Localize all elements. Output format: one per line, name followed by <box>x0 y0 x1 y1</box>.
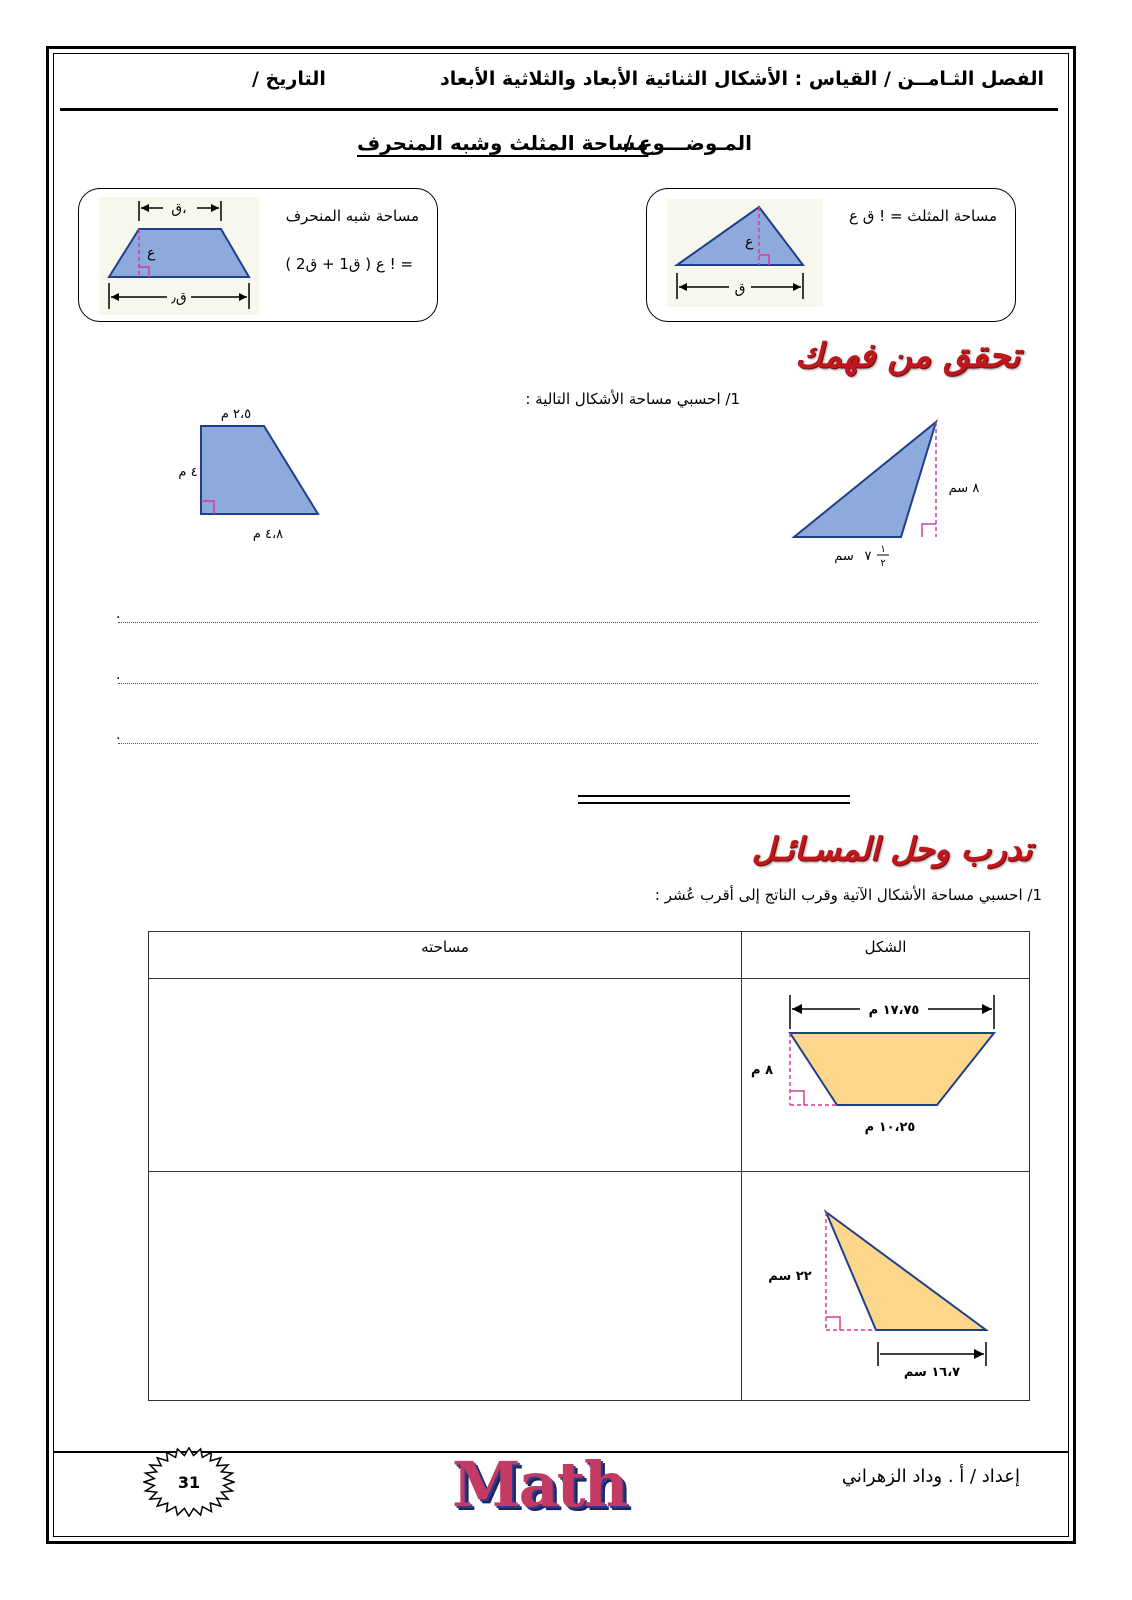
chapter-title: الفصل الثـامــن / القياس : الأشكال الثنائية الأبعاد والثلاثية الأبعاد <box>440 68 1044 90</box>
practice-trapezoid-top: ١٧،٧٥ م <box>868 1003 920 1018</box>
check-triangle-frac-num: ١ <box>880 544 886 555</box>
shape-header-label: الشكل <box>864 938 907 956</box>
shape-cell-1 <box>742 979 1030 1172</box>
topic-title: مساحة المثلث وشبه المنحرف <box>357 131 649 155</box>
check-triangle-frac-den: ٢ <box>880 558 886 569</box>
shape-column-header <box>742 932 1030 979</box>
triangle-base-label: ق <box>734 281 746 297</box>
area-column-header <box>149 932 742 979</box>
practice-trapezoid-figure <box>742 979 1027 1167</box>
check-question: 1/ احسبي مساحة الأشكال التالية : <box>525 390 740 408</box>
check-understanding-heading: تحقق من فهمك <box>795 336 1020 376</box>
author-credit: إعداد / أ . وداد الزهراني <box>841 1466 1020 1487</box>
page-number: 31 <box>177 1473 201 1492</box>
practice-triangle-figure <box>742 1172 1027 1396</box>
check-trapezoid-bottom: ٤،٨ م <box>252 527 284 542</box>
trapezoid-formula-box <box>78 188 438 322</box>
area-header-label: مساحته <box>421 938 469 956</box>
trapezoid-formula-text: = ! ع ( ق1 + ق2 ) <box>285 255 413 273</box>
trapezoid-bottom-label: ق٫ <box>171 290 187 306</box>
area-answer-cell-1[interactable] <box>149 979 742 1172</box>
shape-cell-2 <box>742 1172 1030 1401</box>
date-label: التاريخ / <box>252 68 326 90</box>
trapezoid-formula-title: مساحة شبه المنحرف <box>285 207 419 225</box>
check-trapezoid-height: ٤ م <box>178 465 198 480</box>
check-trapezoid-figure <box>168 400 338 550</box>
answer-mark-1: . <box>116 606 121 622</box>
area-answer-cell-2[interactable] <box>149 1172 742 1401</box>
trapezoid-top-label: ق، <box>171 201 187 217</box>
practice-table <box>148 931 1030 1401</box>
topic-label: المـوضـــوع / <box>624 131 752 155</box>
practice-triangle-height: ٢٢ سم <box>768 1269 812 1284</box>
check-triangle-base-whole: ٧ <box>864 549 872 564</box>
practice-triangle-base: ١٦،٧ سم <box>903 1365 961 1380</box>
answer-line-1[interactable] <box>118 622 1038 623</box>
answer-mark-2: . <box>116 667 121 683</box>
trapezoid-height-label: ع <box>147 245 156 261</box>
practice-trapezoid-height: ٨ م <box>751 1063 773 1078</box>
practice-trapezoid-bottom: ١٠،٢٥ م <box>864 1120 916 1135</box>
answer-mark-3: . <box>116 727 121 743</box>
answer-line-3[interactable] <box>118 743 1038 744</box>
separator-line-top <box>578 795 850 797</box>
practice-heading: تدرب وحل المسـائـل <box>751 830 1032 868</box>
check-triangle-height: ٨ سم <box>948 481 980 496</box>
check-triangle-base-unit: سم <box>834 549 854 564</box>
triangle-formula-figure <box>667 199 823 307</box>
triangle-formula-text: مساحة المثلث = ! ق ع <box>849 207 997 225</box>
separator-line-bottom <box>578 802 850 804</box>
header-rule <box>60 108 1058 111</box>
check-trapezoid-top: ٢،٥ م <box>220 407 252 422</box>
practice-question: 1/ احسبي مساحة الأشكال الآتية وقرب الناتج إلى أقرب عُشر : <box>654 886 1042 904</box>
page-number-badge <box>143 1447 235 1517</box>
trapezoid-formula-figure <box>99 197 259 315</box>
triangle-formula-box <box>646 188 1016 322</box>
check-triangle-figure <box>786 412 996 578</box>
math-logo-text: Math <box>452 1448 627 1521</box>
math-logo <box>452 1448 662 1521</box>
answer-line-2[interactable] <box>118 683 1038 684</box>
triangle-height-label: ع <box>745 234 754 250</box>
